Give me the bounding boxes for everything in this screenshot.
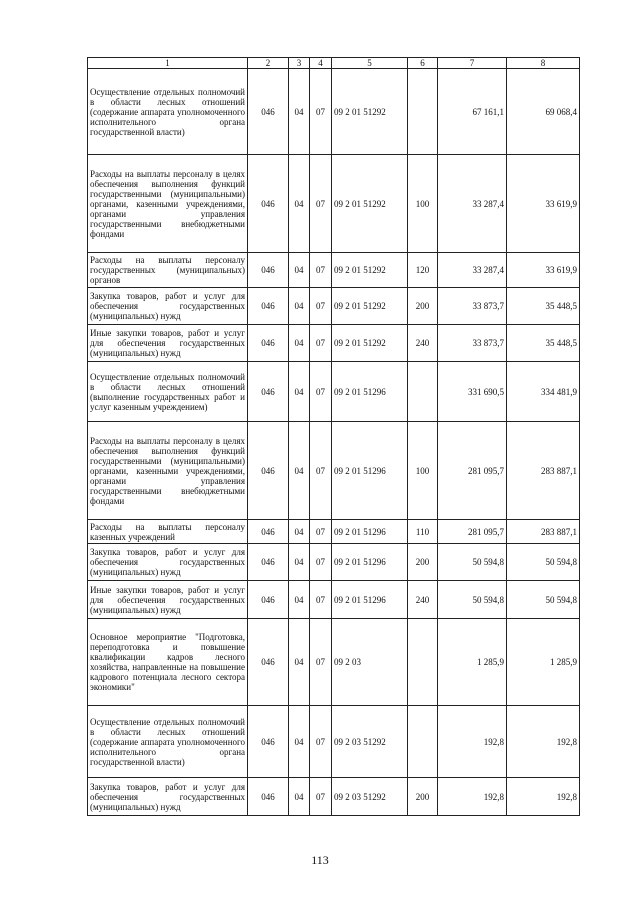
code-target-article: 09 2 03 51292 (332, 778, 408, 816)
code-target-article: 09 2 01 51296 (332, 544, 408, 581)
table-row (88, 69, 580, 155)
table-row (88, 544, 580, 581)
code-ministry: 046 (248, 325, 289, 362)
row-description: Иные закупки товаров, работ и услуг для обеспечения государственных (муниципальных) нужд (88, 581, 248, 619)
amount-year-2: 334 481,9 (507, 362, 580, 422)
code-expense-type: 200 (408, 778, 438, 816)
amount-year-2: 192,8 (507, 706, 580, 778)
code-target-article: 09 2 03 (332, 619, 408, 706)
row-description: Основное мероприятие "Подготовка, переподготовка и повышение квалификации кадров лесного хозяйства, направленные на повышение кадрового потенциала лесного сектора экономики" (88, 619, 248, 706)
code-subsection: 07 (310, 619, 332, 706)
amount-year-2: 33 619,9 (507, 253, 580, 288)
code-ministry: 046 (248, 288, 289, 325)
column-header: 6 (408, 58, 438, 69)
code-target-article: 09 2 01 51292 (332, 69, 408, 155)
code-expense-type: 110 (408, 520, 438, 544)
table-row (88, 581, 580, 619)
code-section: 04 (289, 69, 310, 155)
code-target-article: 09 2 01 51292 (332, 288, 408, 325)
code-expense-type: 240 (408, 581, 438, 619)
code-subsection: 07 (310, 581, 332, 619)
code-target-article: 09 2 01 51292 (332, 155, 408, 253)
amount-year-1: 331 690,5 (438, 362, 507, 422)
code-expense-type (408, 69, 438, 155)
row-description: Расходы на выплаты персоналу казенных учреждений (88, 520, 248, 544)
amount-year-1: 33 873,7 (438, 288, 507, 325)
code-ministry: 046 (248, 520, 289, 544)
code-target-article: 09 2 01 51296 (332, 520, 408, 544)
code-expense-type: 100 (408, 422, 438, 520)
code-target-article: 09 2 03 51292 (332, 706, 408, 778)
code-section: 04 (289, 520, 310, 544)
table-row (88, 619, 580, 706)
amount-year-1: 33 287,4 (438, 155, 507, 253)
code-subsection: 07 (310, 253, 332, 288)
amount-year-1: 67 161,1 (438, 69, 507, 155)
amount-year-1: 50 594,8 (438, 544, 507, 581)
amount-year-1: 33 873,7 (438, 325, 507, 362)
amount-year-2: 283 887,1 (507, 422, 580, 520)
table-row (88, 155, 580, 253)
code-expense-type (408, 706, 438, 778)
amount-year-1: 192,8 (438, 706, 507, 778)
amount-year-2: 69 068,4 (507, 69, 580, 155)
code-expense-type (408, 362, 438, 422)
amount-year-1: 192,8 (438, 778, 507, 816)
code-ministry: 046 (248, 362, 289, 422)
code-target-article: 09 2 01 51296 (332, 581, 408, 619)
code-ministry: 046 (248, 69, 289, 155)
table-row (88, 422, 580, 520)
amount-year-2: 33 619,9 (507, 155, 580, 253)
column-header: 3 (289, 58, 310, 69)
column-header: 5 (332, 58, 408, 69)
code-section: 04 (289, 288, 310, 325)
row-description: Закупка товаров, работ и услуг для обеспечения государственных (муниципальных) нужд (88, 288, 248, 325)
row-description: Осуществление отдельных полномочий в области лесных отношений (содержание аппарата уполномоченного исполнительного органа государственной власти) (88, 69, 248, 155)
code-ministry: 046 (248, 581, 289, 619)
code-expense-type: 100 (408, 155, 438, 253)
code-section: 04 (289, 706, 310, 778)
row-description: Расходы на выплаты персоналу государственных (муниципальных) органов (88, 253, 248, 288)
code-expense-type (408, 619, 438, 706)
code-subsection: 07 (310, 706, 332, 778)
table-row (88, 778, 580, 816)
column-header: 2 (248, 58, 289, 69)
code-section: 04 (289, 619, 310, 706)
code-expense-type: 200 (408, 544, 438, 581)
code-ministry: 046 (248, 544, 289, 581)
code-section: 04 (289, 778, 310, 816)
row-description: Закупка товаров, работ и услуг для обеспечения государственных (муниципальных) нужд (88, 544, 248, 581)
code-ministry: 046 (248, 253, 289, 288)
amount-year-1: 281 095,7 (438, 520, 507, 544)
table-row (88, 520, 580, 544)
amount-year-2: 1 285,9 (507, 619, 580, 706)
amount-year-1: 281 095,7 (438, 422, 507, 520)
code-target-article: 09 2 01 51296 (332, 422, 408, 520)
code-subsection: 07 (310, 288, 332, 325)
row-description: Расходы на выплаты персоналу в целях обеспечения выполнения функций государственными (муниципальными) органами, казенными учреждениями, органами управления государственными внебюджетными фондами (88, 155, 248, 253)
row-description: Осуществление отдельных полномочий в области лесных отношений (выполнение государственных работ и услуг казенным учреждением) (88, 362, 248, 422)
amount-year-2: 192,8 (507, 778, 580, 816)
code-section: 04 (289, 155, 310, 253)
table-row (88, 288, 580, 325)
row-description: Закупка товаров, работ и услуг для обеспечения государственных (муниципальных) нужд (88, 778, 248, 816)
code-subsection: 07 (310, 422, 332, 520)
table-row (88, 706, 580, 778)
column-header: 7 (438, 58, 507, 69)
amount-year-1: 33 287,4 (438, 253, 507, 288)
amount-year-2: 50 594,8 (507, 581, 580, 619)
code-subsection: 07 (310, 778, 332, 816)
row-description: Иные закупки товаров, работ и услуг для обеспечения государственных (муниципальных) нужд (88, 325, 248, 362)
code-subsection: 07 (310, 362, 332, 422)
code-subsection: 07 (310, 544, 332, 581)
code-ministry: 046 (248, 778, 289, 816)
table-row (88, 362, 580, 422)
code-ministry: 046 (248, 706, 289, 778)
amount-year-1: 1 285,9 (438, 619, 507, 706)
code-subsection: 07 (310, 325, 332, 362)
code-ministry: 046 (248, 155, 289, 253)
row-description: Осуществление отдельных полномочий в области лесных отношений (содержание аппарата уполномоченного исполнительного органа государственной власти) (88, 706, 248, 778)
code-section: 04 (289, 544, 310, 581)
code-section: 04 (289, 253, 310, 288)
code-target-article: 09 2 01 51296 (332, 362, 408, 422)
code-ministry: 046 (248, 422, 289, 520)
code-section: 04 (289, 581, 310, 619)
header-row (88, 58, 580, 69)
code-subsection: 07 (310, 155, 332, 253)
amount-year-2: 50 594,8 (507, 544, 580, 581)
code-section: 04 (289, 422, 310, 520)
amount-year-2: 35 448,5 (507, 325, 580, 362)
code-expense-type: 120 (408, 253, 438, 288)
code-expense-type: 240 (408, 325, 438, 362)
column-header: 4 (310, 58, 332, 69)
code-subsection: 07 (310, 520, 332, 544)
amount-year-2: 35 448,5 (507, 288, 580, 325)
table-row (88, 325, 580, 362)
code-subsection: 07 (310, 69, 332, 155)
code-target-article: 09 2 01 51292 (332, 253, 408, 288)
page-number: 113 (311, 853, 329, 867)
column-header: 1 (88, 58, 248, 69)
code-expense-type: 200 (408, 288, 438, 325)
amount-year-1: 50 594,8 (438, 581, 507, 619)
code-section: 04 (289, 362, 310, 422)
table-row (88, 253, 580, 288)
column-header: 8 (507, 58, 580, 69)
code-target-article: 09 2 01 51292 (332, 325, 408, 362)
code-ministry: 046 (248, 619, 289, 706)
budget-table (87, 57, 580, 816)
row-description: Расходы на выплаты персоналу в целях обеспечения выполнения функций государственными (муниципальными) органами, казенными учреждениями, органами управления государственными внебюджетными фондами (88, 422, 248, 520)
amount-year-2: 283 887,1 (507, 520, 580, 544)
code-section: 04 (289, 325, 310, 362)
